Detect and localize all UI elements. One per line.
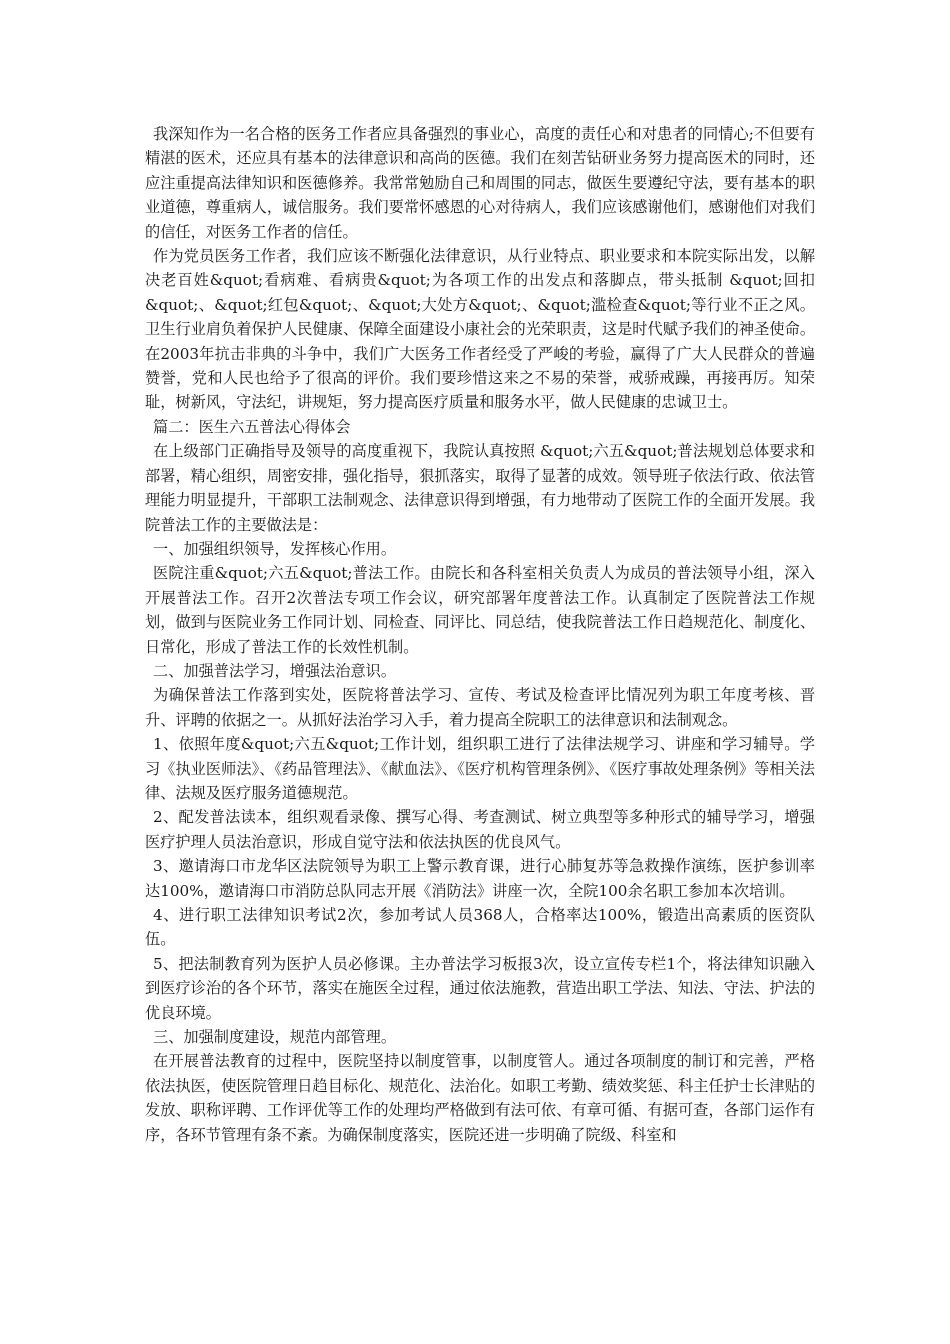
- list-item: 5、把法制教育列为医护人员必修课。主办普法学习板报3次，设立宣传专栏1个，将法律知识融入到医疗诊治的各个环节，落实在施医全过程，通过依法施教，营造出职工学法、知法、守法、护法的优良环境。: [145, 954, 815, 1022]
- paragraph: 医院注重&quot;六五&quot;普法工作。由院长和各科室相关负责人为成员的普法领导小组，深入开展普法工作。召开2次普法专项工作会议，研究部署年度普法工作。认真制定了医院普法工作规划，做到与医院业务工作同计划、同检查、同评比、同总结，使我院普法工作日趋规范化、制度化、日常化，形成了普法工作的长效性机制。: [145, 564, 815, 656]
- list-item: 1、依照年度&quot;六五&quot;工作计划，组织职工进行了法律法规学习、讲座和学习辅导。学习《执业医师法》、《药品管理法》、《献血法》、《医疗机构管理条例》、《医疗事故处理条例》等相关法律、法规及医疗服务道德规范。: [145, 735, 815, 802]
- section-heading: 篇二：医生六五普法心得体会: [153, 417, 351, 436]
- paragraph: 为确保普法工作落到实处，医院将普法学习、宣传、考试及检查评比情况列为职工年度考核、晋升、评聘的依据之一。从抓好法治学习入手，着力提高全院职工的法律意识和法制观念。: [145, 686, 815, 729]
- paragraph: 我深知作为一名合格的医务工作者应具备强烈的事业心，高度的责任心和对患者的同情心;不但要有精湛的医术，还应具有基本的法律意识和高尚的医德。我们在刻苦钻研业务努力提高医术的同时，还应注重提高法律知识和医德修养。我常常勉励自己和周围的同志，做医生要遵纪守法，要有基本的职业道德，尊重病人，诚信服务。我们要常怀感恩的心对待病人，我们应该感谢他们，感谢他们对我们的信任，对医务工作者的信任。: [145, 125, 815, 241]
- subheading: 二、加强普法学习，增强法治意识。: [153, 661, 396, 680]
- subheading: 三、加强制度建设，规范内部管理。: [153, 1028, 396, 1047]
- document-body: [145, 122, 815, 1147]
- paragraph: 在上级部门正确指导及领导的高度重视下，我院认真按照 &quot;六五&quot;普法规划总体要求和部署，精心组织，周密安排，强化指导，狠抓落实，取得了显著的成效。领导班子依法行政、依法管理能力明显提升，干部职工法制观念、法律意识得到增强，有力地带动了医院工作的全面开发展。我院普法工作的主要做法是：: [145, 442, 815, 534]
- paragraph: 作为党员医务工作者，我们应该不断强化法律意识，从行业特点、职业要求和本院实际出发，以解决老百姓&quot;看病难、看病贵&quot;为各项工作的出发点和落脚点，带头抵制 &quot;回扣&quot;、&quot;红包&quot;、&quot;大处方&quot;、&quot;滥检查&quot;等行业不正之风。卫生行业肩负着保护人民健康、保障全面建设小康社会的光荣职责，这是时代赋予我们的神圣使命。在2003年抗击非典的斗争中，我们广大医务工作者经受了严峻的考验，赢得了广大人民群众的普遍赞誉，党和人民也给予了很高的评价。我们要珍惜这来之不易的荣誉，戒骄戒躁，再接再厉。知荣耻，树新风，守法纪，讲规矩，努力提高医疗质量和服务水平，做人民健康的忠诚卫士。: [145, 247, 815, 412]
- paragraph: 在开展普法教育的过程中，医院坚持以制度管事，以制度管人。通过各项制度的制订和完善，严格依法执医，使医院管理日趋目标化、规范化、法治化。如职工考勤、绩效奖惩、科主任护士长津贴的发放、职称评聘、工作评优等工作的处理均严格做到有法可依、有章可循、有据可查，各部门运作有序，各环节管理有条不紊。为确保制度落实，医院还进一步明确了院级、科室和: [145, 1052, 815, 1144]
- list-item: 4、进行职工法律知识考试2次，参加考试人员368人，合格率达100%，锻造出高素质的医资队伍。: [145, 906, 815, 949]
- list-item: 2、配发普法读本，组织观看录像、撰写心得、考查测试、树立典型等多种形式的辅导学习，增强医疗护理人员法治意识，形成自觉守法和依法执医的优良风气。: [145, 808, 815, 851]
- list-item: 3、邀请海口市龙华区法院领导为职工上警示教育课，进行心肺复苏等急救操作演练，医护参训率达100%，邀请海口市消防总队同志开展《消防法》讲座一次，全院100余名职工参加本次培训。: [145, 857, 815, 900]
- subheading: 一、加强组织领导，发挥核心作用。: [153, 539, 396, 558]
